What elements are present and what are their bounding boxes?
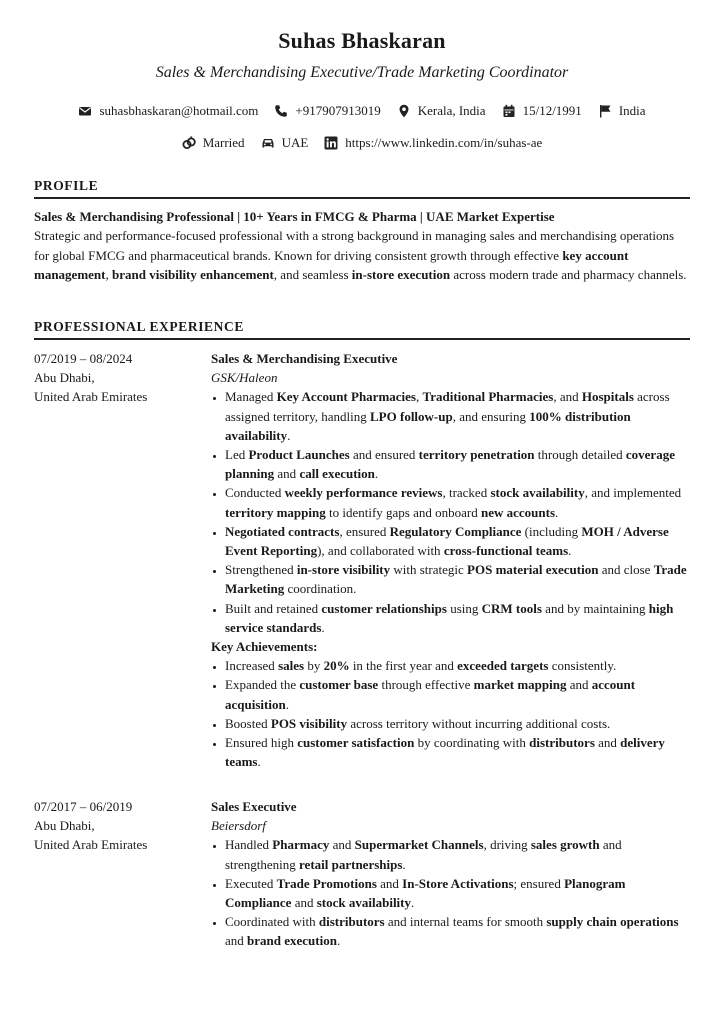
job-company: GSK/Haleon bbox=[211, 370, 278, 386]
emphasis-text: Trade Promotions bbox=[276, 875, 377, 891]
job-role: Sales & Merchandising Executive bbox=[211, 351, 398, 366]
text-run: ; ensured bbox=[513, 875, 565, 891]
text-run: Coordinated with bbox=[225, 914, 319, 930]
emphasis-text: Hospitals bbox=[581, 389, 634, 405]
bullet-item bbox=[225, 675, 691, 713]
emphasis-text: brand visibility enhancement bbox=[112, 266, 274, 282]
location-text: Kerala, India bbox=[417, 103, 486, 118]
emphasis-text: In-Store Activations bbox=[402, 875, 514, 891]
bullet-item bbox=[225, 522, 691, 560]
text-run: through detailed bbox=[534, 447, 626, 463]
emphasis-text: cross-functional teams bbox=[443, 543, 569, 559]
emphasis-text: key account management bbox=[34, 247, 629, 282]
text-run: using bbox=[446, 600, 482, 616]
license-text: UAE bbox=[281, 135, 309, 150]
experience-heading: PROFESSIONAL EXPERIENCE bbox=[34, 319, 690, 340]
contact-linkedin[interactable] bbox=[324, 135, 542, 151]
text-run: Built and retained bbox=[225, 600, 322, 616]
text-run: , and seamless bbox=[273, 266, 352, 282]
text-run: Ensured high bbox=[225, 735, 298, 751]
text-run: . bbox=[287, 427, 291, 443]
bullet-item bbox=[225, 874, 691, 912]
job-title: Sales & Merchandising Executive/Trade Marketing Coordinator bbox=[155, 64, 569, 81]
text-run: , bbox=[105, 266, 112, 282]
email-text: suhasbhaskaran@hotmail.com bbox=[99, 103, 259, 118]
job-country: United Arab Emirates bbox=[34, 389, 148, 405]
emphasis-text: Pharmacy bbox=[272, 837, 330, 853]
text-run: Managed bbox=[225, 389, 277, 405]
text-run: . bbox=[555, 504, 559, 520]
text-run: and close bbox=[598, 562, 654, 578]
text-run: and bbox=[291, 895, 317, 911]
bullet-item bbox=[225, 483, 691, 521]
location-pin-icon bbox=[397, 104, 411, 118]
text-run: in the first year and bbox=[349, 658, 458, 674]
bullet-item bbox=[225, 912, 691, 950]
emphasis-text: stock availability bbox=[316, 895, 411, 911]
bullet-item bbox=[225, 835, 691, 873]
text-run: . bbox=[568, 543, 572, 559]
text-run: Executed bbox=[225, 875, 277, 891]
job-dates: 07/2019 – 08/2024 bbox=[34, 351, 133, 366]
text-run: and bbox=[225, 933, 248, 949]
linkedin-icon bbox=[324, 136, 338, 150]
text-run: and bbox=[274, 466, 300, 482]
bullet-item bbox=[225, 656, 691, 675]
emphasis-text: new accounts bbox=[480, 504, 556, 520]
job-city: Abu Dhabi, bbox=[34, 370, 95, 386]
bullet-item bbox=[225, 445, 691, 483]
emphasis-text: brand execution bbox=[247, 933, 337, 949]
emphasis-text: MOH / Adverse Event Reporting bbox=[225, 523, 669, 559]
emphasis-text: weekly performance reviews bbox=[284, 485, 443, 501]
text-run: . bbox=[285, 696, 289, 712]
text-run: and internal teams for smooth bbox=[384, 914, 547, 930]
emphasis-text: supply chain operations bbox=[546, 914, 679, 930]
contact-location bbox=[397, 103, 486, 119]
job-achievements bbox=[211, 656, 691, 771]
contact-row-secondary bbox=[0, 135, 724, 151]
profile-headline: Sales & Merchandising Professional | 10+ Years in FMCG & Pharma | UAE Market Expertise bbox=[34, 209, 555, 224]
emphasis-text: high service standards bbox=[225, 600, 674, 635]
bullet-item bbox=[225, 599, 691, 637]
text-run: . bbox=[321, 619, 325, 635]
emphasis-text: customer satisfaction bbox=[297, 735, 415, 751]
emphasis-text: distributors bbox=[529, 735, 595, 751]
text-run: . bbox=[402, 856, 406, 872]
text-run: Handled bbox=[225, 837, 273, 853]
emphasis-text: Product Launches bbox=[248, 447, 350, 463]
car-icon bbox=[261, 136, 275, 150]
emphasis-text: sales bbox=[278, 658, 305, 674]
emphasis-text: Planogram Compliance bbox=[225, 875, 626, 911]
calendar-icon bbox=[502, 104, 516, 118]
text-run: . bbox=[336, 933, 341, 949]
text-run: Strategic and performance-focused professional with a strong background in managing sales and merchandising operations for global FMCG and pharmaceutical brands. Known for driving consistent growth through effective bbox=[34, 228, 675, 263]
envelope-icon bbox=[78, 104, 92, 118]
profile-section bbox=[34, 207, 690, 284]
emphasis-text: CRM tools bbox=[481, 600, 542, 616]
emphasis-text: LPO follow-up bbox=[370, 408, 453, 424]
emphasis-text: POS material execution bbox=[467, 562, 599, 578]
text-run: Led bbox=[225, 447, 249, 463]
text-run: coordination. bbox=[284, 581, 357, 597]
text-run: . bbox=[257, 754, 261, 770]
emphasis-text: Supermarket Channels bbox=[354, 837, 484, 853]
text-run: Strengthened bbox=[225, 562, 297, 578]
profile-summary bbox=[34, 226, 690, 284]
text-run: , and implemented bbox=[584, 485, 682, 501]
emphasis-text: delivery teams bbox=[225, 735, 665, 770]
text-run: through effective bbox=[378, 677, 474, 693]
achievements-label: Key Achievements: bbox=[211, 639, 318, 655]
emphasis-text: in-store visibility bbox=[296, 562, 391, 578]
text-run: . bbox=[374, 466, 379, 482]
contact-nationality bbox=[598, 103, 646, 119]
text-run: , bbox=[416, 389, 423, 405]
text-run: and by maintaining bbox=[541, 600, 649, 616]
contact-row-primary bbox=[0, 103, 724, 119]
marital-status-text: Married bbox=[202, 135, 245, 150]
job-country: United Arab Emirates bbox=[34, 837, 148, 853]
contact-phone[interactable] bbox=[274, 103, 380, 119]
text-run: by coordinating with bbox=[414, 735, 530, 751]
job-responsibilities bbox=[211, 387, 691, 637]
emphasis-text: Negotiated contracts bbox=[225, 523, 340, 539]
text-run: Increased bbox=[225, 658, 279, 674]
rings-icon bbox=[182, 136, 196, 150]
phone-icon bbox=[274, 104, 288, 118]
text-run: , and ensuring bbox=[452, 408, 530, 424]
text-run: and bbox=[329, 837, 355, 853]
text-run: , driving bbox=[483, 837, 531, 853]
contact-marital-status bbox=[182, 135, 245, 151]
job-meta bbox=[34, 349, 204, 407]
emphasis-text: 100% distribution availability bbox=[225, 408, 631, 443]
text-run: and strengthening bbox=[225, 837, 622, 872]
text-run: Expanded the bbox=[225, 677, 300, 693]
text-run: across territory without incurring additional costs. bbox=[347, 715, 611, 731]
job-details bbox=[211, 797, 691, 951]
emphasis-text: 20% bbox=[323, 658, 350, 674]
text-run: . bbox=[411, 895, 415, 911]
emphasis-text: market mapping bbox=[473, 677, 567, 693]
text-run: Boosted bbox=[225, 715, 271, 731]
text-run: across assigned territory, handling bbox=[225, 389, 670, 424]
text-run: , tracked bbox=[442, 485, 491, 501]
bullet-item bbox=[225, 714, 691, 733]
job-company: Beiersdorf bbox=[211, 818, 266, 834]
emphasis-text: Regulatory Compliance bbox=[389, 523, 522, 539]
emphasis-text: coverage planning bbox=[225, 447, 675, 482]
text-run: by bbox=[304, 658, 324, 674]
text-run: and bbox=[594, 735, 621, 751]
emphasis-text: territory penetration bbox=[418, 447, 535, 463]
text-run: ), and collaborated with bbox=[317, 543, 444, 559]
bullet-item bbox=[225, 733, 691, 771]
nationality-text: India bbox=[618, 103, 646, 118]
text-run: Conducted bbox=[225, 485, 285, 501]
text-run: (including bbox=[521, 523, 582, 539]
emphasis-text: retail partnerships bbox=[299, 856, 403, 872]
text-run: , ensured bbox=[339, 523, 390, 539]
job-city: Abu Dhabi, bbox=[34, 818, 95, 834]
job-dates: 07/2017 – 06/2019 bbox=[34, 799, 133, 814]
emphasis-text: in-store execution bbox=[351, 266, 451, 282]
emphasis-text: distributors bbox=[318, 914, 385, 930]
text-run: across modern trade and pharmacy channels. bbox=[450, 266, 687, 282]
text-run: and ensured bbox=[349, 447, 419, 463]
profile-heading: PROFILE bbox=[34, 178, 690, 199]
linkedin-text: https://www.linkedin.com/in/suhas-ae bbox=[345, 135, 543, 150]
job-responsibilities bbox=[211, 835, 691, 950]
text-run: consistently. bbox=[548, 658, 617, 674]
emphasis-text: Trade Marketing bbox=[225, 562, 687, 597]
emphasis-text: exceeded targets bbox=[457, 658, 549, 674]
emphasis-text: customer relationships bbox=[321, 600, 447, 616]
bullet-item bbox=[225, 560, 691, 598]
job-details bbox=[211, 349, 691, 771]
candidate-name: Suhas Bhaskaran bbox=[278, 28, 446, 53]
bullet-item bbox=[225, 387, 691, 445]
text-run: to identify gaps and onboard bbox=[325, 504, 481, 520]
job-role: Sales Executive bbox=[211, 799, 297, 814]
emphasis-text: call execution bbox=[299, 466, 375, 482]
emphasis-text: POS visibility bbox=[270, 715, 348, 731]
text-run: and bbox=[566, 677, 592, 693]
phone-text: +917907913019 bbox=[295, 103, 381, 118]
emphasis-text: Traditional Pharmacies bbox=[422, 389, 554, 405]
emphasis-text: Key Account Pharmacies bbox=[276, 389, 416, 405]
job-meta bbox=[34, 797, 204, 855]
emphasis-text: customer base bbox=[299, 677, 379, 693]
dob-text: 15/12/1991 bbox=[522, 103, 582, 118]
emphasis-text: account acquisition bbox=[225, 677, 636, 712]
emphasis-text: territory mapping bbox=[225, 504, 326, 520]
text-run: and bbox=[376, 875, 403, 891]
contact-dob bbox=[502, 103, 582, 119]
emphasis-text: sales growth bbox=[530, 837, 600, 853]
text-run: , and bbox=[553, 389, 582, 405]
emphasis-text: stock availability bbox=[490, 485, 585, 501]
contact-license bbox=[261, 135, 309, 151]
text-run: with strategic bbox=[390, 562, 468, 578]
flag-icon bbox=[598, 104, 612, 118]
contact-email[interactable] bbox=[78, 103, 258, 119]
